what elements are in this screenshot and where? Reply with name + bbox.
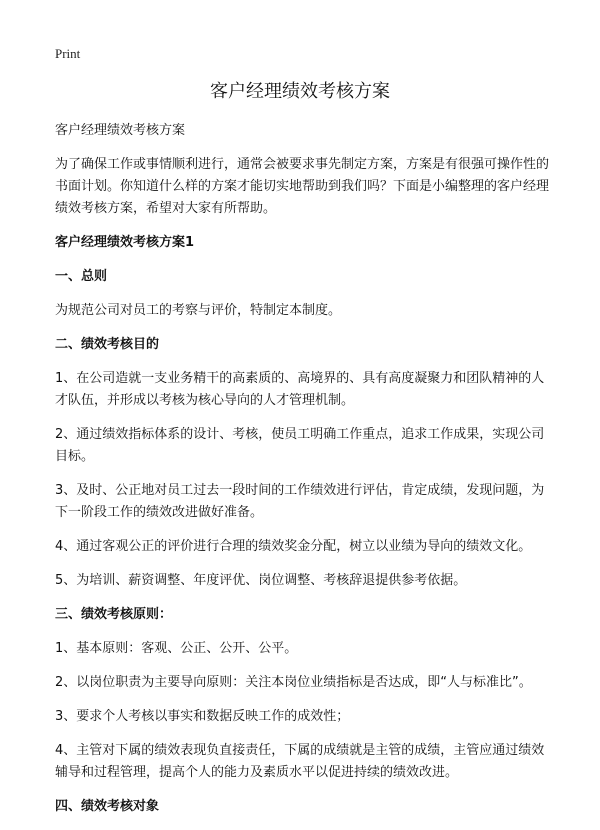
intro-paragraph: 为了确保工作或事情顺利进行，通常会被要求事先制定方案，方案是有很强可操作性的书面计划。你知道什么样的方案才能切实地帮助到我们吗？下面是小编整理的客户经理绩效考核方案，希望对大家有所帮助。 [55,157,550,216]
document-subtitle: 客户经理绩效考核方案 [55,123,186,138]
list-item: 1、在公司造就一支业务精干的高素质的、高境界的、具有高度凝聚力和团队精神的人才队伍，并形成以考核为核心导向的人才管理机制。 [55,371,545,408]
heading-general: 一、总则 [55,269,108,284]
document-body [55,120,550,830]
list-item: 3、及时、公正地对员工过去一段时间的工作绩效进行评估，肯定成绩，发现问题，为下一阶段工作的绩效改进做好准备。 [55,483,545,520]
list-item: 2、通过绩效指标体系的设计、考核，使员工明确工作重点，追求工作成果，实现公司目标。 [55,427,545,464]
heading-principles: 三、绩效考核原则： [55,607,173,622]
paragraph: 为规范公司对员工的考察与评价，特制定本制度。 [55,303,342,318]
list-item: 4、主管对下属的绩效表现负直接责任，下属的成绩就是主管的成绩，主管应通过绩效辅导和过程管理，提高个人的能力及素质水平以促进持续的绩效改进。 [55,743,545,780]
list-item: 4、通过客观公正的评价进行合理的绩效奖金分配，树立以业绩为导向的绩效文化。 [55,539,532,554]
print-link[interactable]: Print [55,46,81,61]
list-item: 3、要求个人考核以事实和数据反映工作的成效性； [55,709,350,724]
document-title: 客户经理绩效考核方案 [210,81,390,102]
heading-targets: 四、绩效考核对象 [55,799,160,814]
list-item: 2、以岗位职责为主要导向原则：关注本岗位业绩指标是否达成，即“人与标准比”。 [55,675,532,690]
heading-purpose: 二、绩效考核目的 [55,337,160,352]
section-title: 客户经理绩效考核方案1 [55,235,195,250]
list-item: 1、基本原则：客观、公正、公开、公平。 [55,641,298,656]
list-item: 5、为培训、薪资调整、年度评优、岗位调整、考核辞退提供参考依据。 [55,573,467,588]
